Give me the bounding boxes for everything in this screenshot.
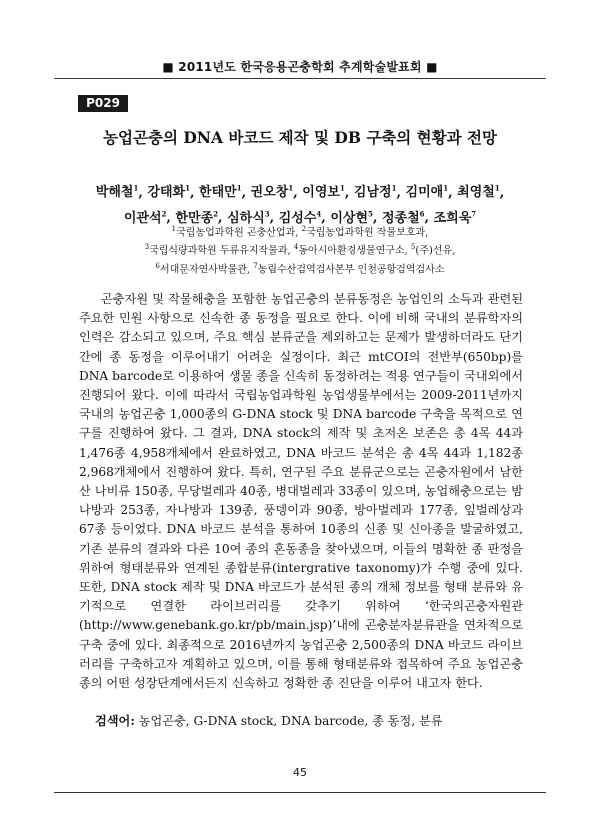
author-name: 정종철$^6$ xyxy=(381,209,425,226)
author-name: 심하식$^3$ xyxy=(227,209,270,226)
affiliation-list xyxy=(70,222,530,277)
page-number: 45 xyxy=(293,766,307,779)
author-name: 박해철$^1$ xyxy=(95,184,139,201)
keywords-line xyxy=(95,712,525,729)
paper-id-badge: P029 xyxy=(78,95,128,112)
footer-divider xyxy=(54,792,546,793)
affiliation-line-3: $^6$서대문자연사박물관, $^7$농림수산검역검사본부 인천공항검역검사소 xyxy=(155,261,445,275)
author-name: 김남정$^1$ xyxy=(353,184,397,201)
author-name: 최영철$^1$ xyxy=(457,184,500,201)
author-name: 김미애$^1$ xyxy=(405,184,449,201)
author-line-1: 박해철$^1$, 강태화$^1$, 한태만$^1$, 권오창$^1$, 이영보$^1$, 김남정$^1$, 김미애$^1$, 최영철$^1$, xyxy=(95,184,505,201)
author-name: 한만종$^2$ xyxy=(175,209,219,226)
header-divider xyxy=(54,78,546,79)
abstract-body: 곤충자원 및 작물해충을 포함한 농업곤충의 분류동정은 농업인의 소득과 관련된 주요한 민원 사항으로 신속한 종 동정을 필요로 한다. 이에 비해 국내의 분류학자의 인력은 감소되고 있으며, 주요 핵심 분류군을 제외하고는 문제가 발생하더라도 단기간에 종 동정을 이루어내기 어려운 실정이다. 최근 mtCOI의 전반부(650bp)를 DNA barcode로 이용하여 생물 종을 신속히 동정하려는 적용 연구들이 국내외에서 진행되어 왔다. 이에 따라서 국립농업과학원 농업생물부에서는 2009-2011년까지 국내의 농업곤충 1,000종의 G-DNA stock 및 DNA barcode 구축을 목적으로 연구를 진행하여 왔다. 그 결과, DNA stock의 제작 및 초저온 보존은 총 4목 44과 1,476종 4,958개체에서 완료하였고, DNA 바코드 분석은 총 4목 44과 1,182종 2,968개체에서 진행하여 왔다. 특히, 연구된 주요 분류군으로는 곤충자원에서 남한산 나비류 150종, 무당벌레과 40종, 병대벌레과 33종이 있으며, 농업해충으로는 밤나방과 253종, 자나방과 139종, 풍뎅이과 90종, 방아벌레과 177종, 잎벌레상과 67종 등이었다. DNA 바코드 분석을 통하여 10종의 신종 및 신아종을 발굴하였고, 기존 분류의 결과와 다른 10여 종의 혼동종을 찾아냈으며, 이들의 명확한 종 판정을 위하여 형태분류와 연계된 종합분류(intergrative taxonomy)가 수행 중에 있다. 또한, DNA stock 제작 및 DNA 바코드가 분석된 종의 개체 정보를 형태 분류와 유기적으로 연결한 라이브러리를 갖추기 위하여 ‘한국의곤충자원관(http://www.genebank.go.kr/pb/main.jsp)’내에 곤충분자분류관을 연차적으로 구축 중에 있다. 최종적으로 2016년까지 농업곤충 2,500종의 DNA 바코드 라이브러리를 구축하고자 계획하고 있으며, 이를 통해 형태분류와 접목하여 주요 농업곤충 종의 어떤 성장단계에서든지 신속하고 정확한 종 진단을 이루어 내고자 한다. xyxy=(79,292,523,691)
paper-title: 농업곤충의 DNA 바코드 제작 및 DB 구축의 현황과 전망 xyxy=(103,128,497,147)
affiliation-line-1: $^1$국립농업과학원 곤충산업과, $^2$국립농업과학원 작물보호과, xyxy=(171,225,429,239)
author-name: 권오창$^1$ xyxy=(250,184,294,201)
author-line-2: 이관석$^2$, 한만종$^2$, 심하식$^3$, 김성수$^4$, 이상현$^5$, 정종철$^6$, 조희욱$^7$ xyxy=(123,209,477,226)
author-name: 이관석$^2$ xyxy=(123,209,167,226)
author-name: 강태화$^1$ xyxy=(147,184,190,201)
conference-header: ■ 2011년도 한국응용곤충학회 추계학술발표회 ■ xyxy=(162,60,438,74)
author-name: 한태만$^1$ xyxy=(199,184,242,201)
keywords-text: 농업곤충, G-DNA stock, DNA barcode, 종 동정, 분류 xyxy=(134,714,443,728)
author-name: 김성수$^4$ xyxy=(278,209,322,226)
author-name: 조희욱$^7$ xyxy=(433,209,477,226)
author-name: 이상현$^5$ xyxy=(330,209,373,226)
author-name: 이영보$^1$ xyxy=(302,184,345,201)
affiliation-line-2: $^3$국립식량과학원 두류유지작물과, $^4$동아시아환경생물연구소, $^5$(주)선유, xyxy=(144,243,456,257)
keywords-label: 검색어: xyxy=(95,714,135,728)
